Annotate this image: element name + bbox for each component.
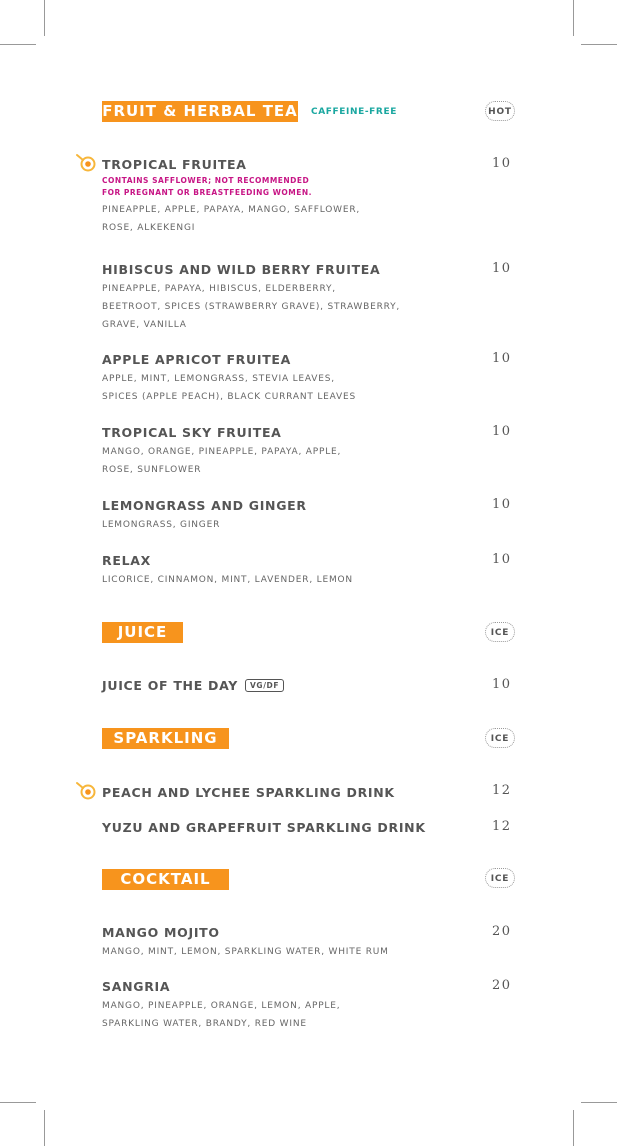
item-price: 10: [492, 424, 512, 439]
description-line: SPARKLING WATER, BRANDY, RED WINE: [102, 1019, 307, 1029]
allergy-warning: [102, 175, 522, 199]
item-price: 12: [492, 819, 512, 834]
vegan-dairy-free-tag: VG/DF: [245, 679, 284, 692]
item-price: 12: [492, 783, 512, 798]
item-name: SANGRIA: [102, 979, 171, 994]
description-line: PINEAPPLE, PAPAYA, HIBISCUS, ELDERBERRY,: [102, 284, 336, 294]
description-line: SPICES (APPLE PEACH), BLACK CURRANT LEAVES: [102, 392, 356, 402]
item-name: PEACH AND LYCHEE SPARKLING DRINK: [102, 785, 395, 800]
item-description: [102, 280, 522, 334]
menu-item-mango-mojito: [102, 925, 522, 961]
item-name: APPLE APRICOT FRUITEA: [102, 352, 292, 367]
description-line: MANGO, ORANGE, PINEAPPLE, PAPAYA, APPLE,: [102, 447, 342, 457]
item-price: 20: [492, 978, 512, 993]
description-line: APPLE, MINT, LEMONGRASS, STEVIA LEAVES,: [102, 374, 335, 384]
recommend-badge-icon: [75, 153, 97, 173]
ice-badge: ICE: [485, 868, 515, 888]
item-name: RELAX: [102, 553, 151, 568]
menu-item-juice-of-the-day: [102, 678, 522, 694]
item-name-text: JUICE OF THE DAY: [102, 678, 239, 693]
item-name: YUZU AND GRAPEFRUIT SPARKLING DRINK: [102, 820, 426, 835]
menu-item-yuzu-grapefruit: [102, 820, 522, 836]
menu-item-peach-lychee: [102, 785, 522, 801]
description-line: MANGO, MINT, LEMON, SPARKLING WATER, WHITE RUM: [102, 947, 389, 957]
menu-item-hibiscus-wild-berry: [102, 262, 522, 334]
item-description: [102, 370, 522, 406]
item-name: [102, 678, 522, 694]
item-price: 10: [492, 156, 512, 171]
warning-line: CONTAINS SAFFLOWER; NOT RECOMMENDED: [102, 176, 310, 185]
crop-mark: [573, 0, 574, 36]
caffeine-free-label: CAFFEINE-FREE: [311, 107, 397, 117]
menu-item-sangria: [102, 979, 522, 1033]
item-description: [102, 516, 522, 534]
description-line: ROSE, SUNFLOWER: [102, 465, 202, 475]
menu-item-tropical-sky: [102, 425, 522, 479]
crop-mark: [581, 44, 617, 45]
item-description: [102, 201, 522, 237]
item-price: 10: [492, 351, 512, 366]
item-price: 20: [492, 924, 512, 939]
crop-mark: [0, 1102, 36, 1103]
section-title-juice: JUICE: [102, 622, 183, 643]
item-price: 10: [492, 552, 512, 567]
description-line: LICORICE, CINNAMON, MINT, LAVENDER, LEMON: [102, 575, 353, 585]
description-line: PINEAPPLE, APPLE, PAPAYA, MANGO, SAFFLOWER,: [102, 205, 361, 215]
warning-line: FOR PREGNANT OR BREASTFEEDING WOMEN.: [102, 188, 313, 197]
item-name: HIBISCUS AND WILD BERRY FRUITEA: [102, 262, 381, 277]
item-name: TROPICAL SKY FRUITEA: [102, 425, 282, 440]
menu-item-tropical-fruitea: [102, 157, 522, 237]
item-description: [102, 443, 522, 479]
section-title-cocktail: COCKTAIL: [102, 869, 229, 890]
item-price: 10: [492, 677, 512, 692]
crop-mark: [44, 0, 45, 36]
ice-badge: ICE: [485, 728, 515, 748]
item-name: MANGO MOJITO: [102, 925, 220, 940]
section-title-sparkling: SPARKLING: [102, 728, 229, 749]
description-line: BEETROOT, SPICES (STRAWBERRY GRAVE), STRAWBERRY,: [102, 302, 401, 312]
item-name: LEMONGRASS AND GINGER: [102, 498, 307, 513]
crop-mark: [573, 1110, 574, 1146]
item-description: [102, 571, 522, 589]
menu-item-apple-apricot: [102, 352, 522, 406]
menu-item-lemongrass-ginger: [102, 498, 522, 534]
description-line: GRAVE, VANILLA: [102, 320, 187, 330]
crop-mark: [44, 1110, 45, 1146]
crop-mark: [0, 44, 36, 45]
item-price: 10: [492, 497, 512, 512]
recommend-badge-icon: [75, 781, 97, 801]
item-description: [102, 997, 522, 1033]
ice-badge: ICE: [485, 622, 515, 642]
menu-item-relax: [102, 553, 522, 589]
description-line: LEMONGRASS, GINGER: [102, 520, 221, 530]
item-price: 10: [492, 261, 512, 276]
hot-badge: HOT: [485, 101, 515, 121]
description-line: MANGO, PINEAPPLE, ORANGE, LEMON, APPLE,: [102, 1001, 341, 1011]
item-description: [102, 943, 522, 961]
crop-mark: [581, 1102, 617, 1103]
section-title-fruit-herbal-tea: FRUIT & HERBAL TEA: [102, 102, 298, 120]
item-name: TROPICAL FRUITEA: [102, 157, 247, 172]
description-line: ROSE, ALKEKENGI: [102, 223, 196, 233]
